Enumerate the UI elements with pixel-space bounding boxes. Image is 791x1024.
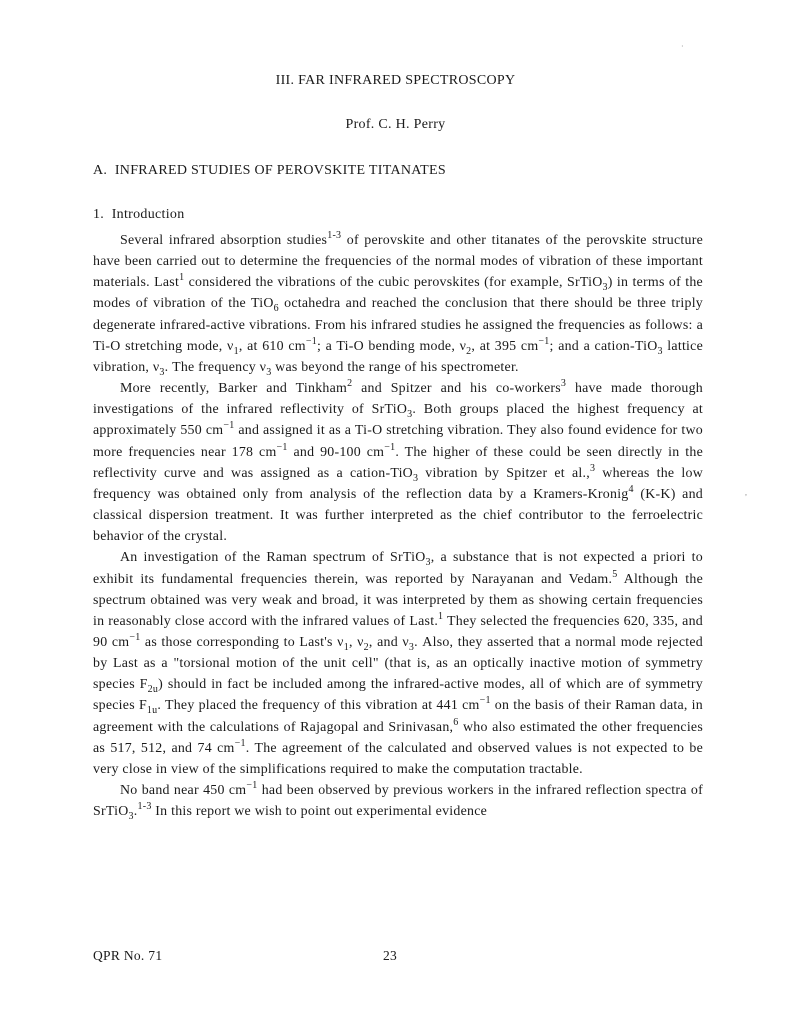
paragraph-3: An investigation of the Raman spectrum of SrTiO$_3$, a substance that is not expected a priori to exhibit its fundamental frequencies therein, was reported by Narayanan and Vedam.$^5$ Although the spectrum obtained was very weak and broad, it was interpreted by them as showing certain frequencies in reasonably close accord with the infrared values of Last.$^1$ They selected the frequencies 620, 335, and 90 $cm^{-1}$ as those corresponding to Last's $\nu_1$, $\nu_2$, and $\nu_3$. Also, they asserted that a normal mode rejected by Last as a "torsional motion of the unit cell" (that is, as an optically inactive motion of symmetry species $F_{2u}$) should in fact be included among the infrared-active modes, all of which are of symmetry species $F_{1u}$. They placed the frequency of this vibration at 441 $cm^{-1}$ on the basis of their Raman data, in agreement with the calculations of Rajagopal and Srinivasan,$^6$ who also estimated the other frequencies as 517, 512, and 74 $cm^{-1}$. The agreement of the calculated and observed values is not expected to be very close in view of the simplifications required to make the computation tractable.	[93, 550, 704, 777]
section-label: A.	[93, 163, 108, 178]
citation: 1-3	[137, 801, 152, 813]
scan-speck: ,	[745, 488, 747, 497]
paragraph-1: Several infrared absorption studies$^{1-3}$ of perovskite and other titanates of the perovskite structure have been carried out to determine the frequencies of the normal modes of vibration of these important materials. Last$^1$ considered the vibrations of the cubic perovskites (for example, SrTiO$_3$) in terms of the modes of vibration of the TiO$_6$ octahedra and reached the conclusion that there should be three triply degenerate infrared-active vibrations. From his infrared studies he assigned the frequencies as follows: a Ti-O stretching mode, $\nu_1$, at 610 $cm^{-1}$; a Ti-O bending mode, $\nu_2$, at 395 $cm^{-1}$; and a cation-TiO$_3$ lattice vibration, $\nu_3$. The frequency $\nu_3$ was beyond the range of his spectrometer.	[93, 230, 703, 378]
author-line: Prof. C. H. Perry	[345, 117, 446, 132]
citation: 2	[347, 378, 353, 390]
citation: 5	[612, 568, 618, 580]
section-heading	[93, 163, 446, 179]
citation: 1	[438, 610, 444, 622]
report-number: QPR No. 71	[93, 948, 163, 963]
section-title: INFRARED STUDIES OF PEROVSKITE TITANATES	[114, 163, 446, 178]
body-text	[93, 230, 703, 822]
page-number: 23	[383, 948, 398, 963]
citation: 4	[628, 483, 634, 495]
citation: 6	[453, 716, 459, 728]
subsection-heading	[93, 207, 185, 223]
citation: 1	[179, 272, 185, 284]
citation: 3	[589, 462, 596, 474]
chapter-title: III. FAR INFRARED SPECTROSCOPY	[275, 73, 516, 88]
citation: 3	[560, 378, 567, 390]
citation: 1-3	[327, 230, 342, 241]
scan-speck: ·	[681, 42, 684, 51]
paragraph-4: No band near 450 $cm^{-1}$ had been observed by previous workers in the infrared reflection spectra of SrTiO$_3$.$^{1-3}$ In this report we wish to point out experimental evidence	[93, 780, 703, 823]
paragraph-2: More recently, Barker and Tinkham$^2$ and Spitzer and his co-workers$^3$ have made thorough investigations of the infrared reflectivity of SrTiO$_3$. Both groups placed the highest frequency at approximately 550 $cm^{-1}$ and assigned it as a Ti-O stretching vibration. They also found evidence for two more frequencies near 178 $cm^{-1}$ and 90-100 $cm^{-1}$. The higher of these could be seen directly in the reflectivity curve and was assigned as a cation-TiO$_3$ vibration by Spitzer et al.,$^3$ whereas the low frequency was obtained only from analysis of the reflection data by a Kramers-Kronig$^4$ (K-K) and classical dispersion treatment. It was further interpreted as the chief contributor to the ferroelectric behavior of the crystal.	[93, 378, 704, 545]
subsection-title: Introduction	[111, 207, 185, 222]
subsection-label: 1.	[93, 207, 105, 222]
